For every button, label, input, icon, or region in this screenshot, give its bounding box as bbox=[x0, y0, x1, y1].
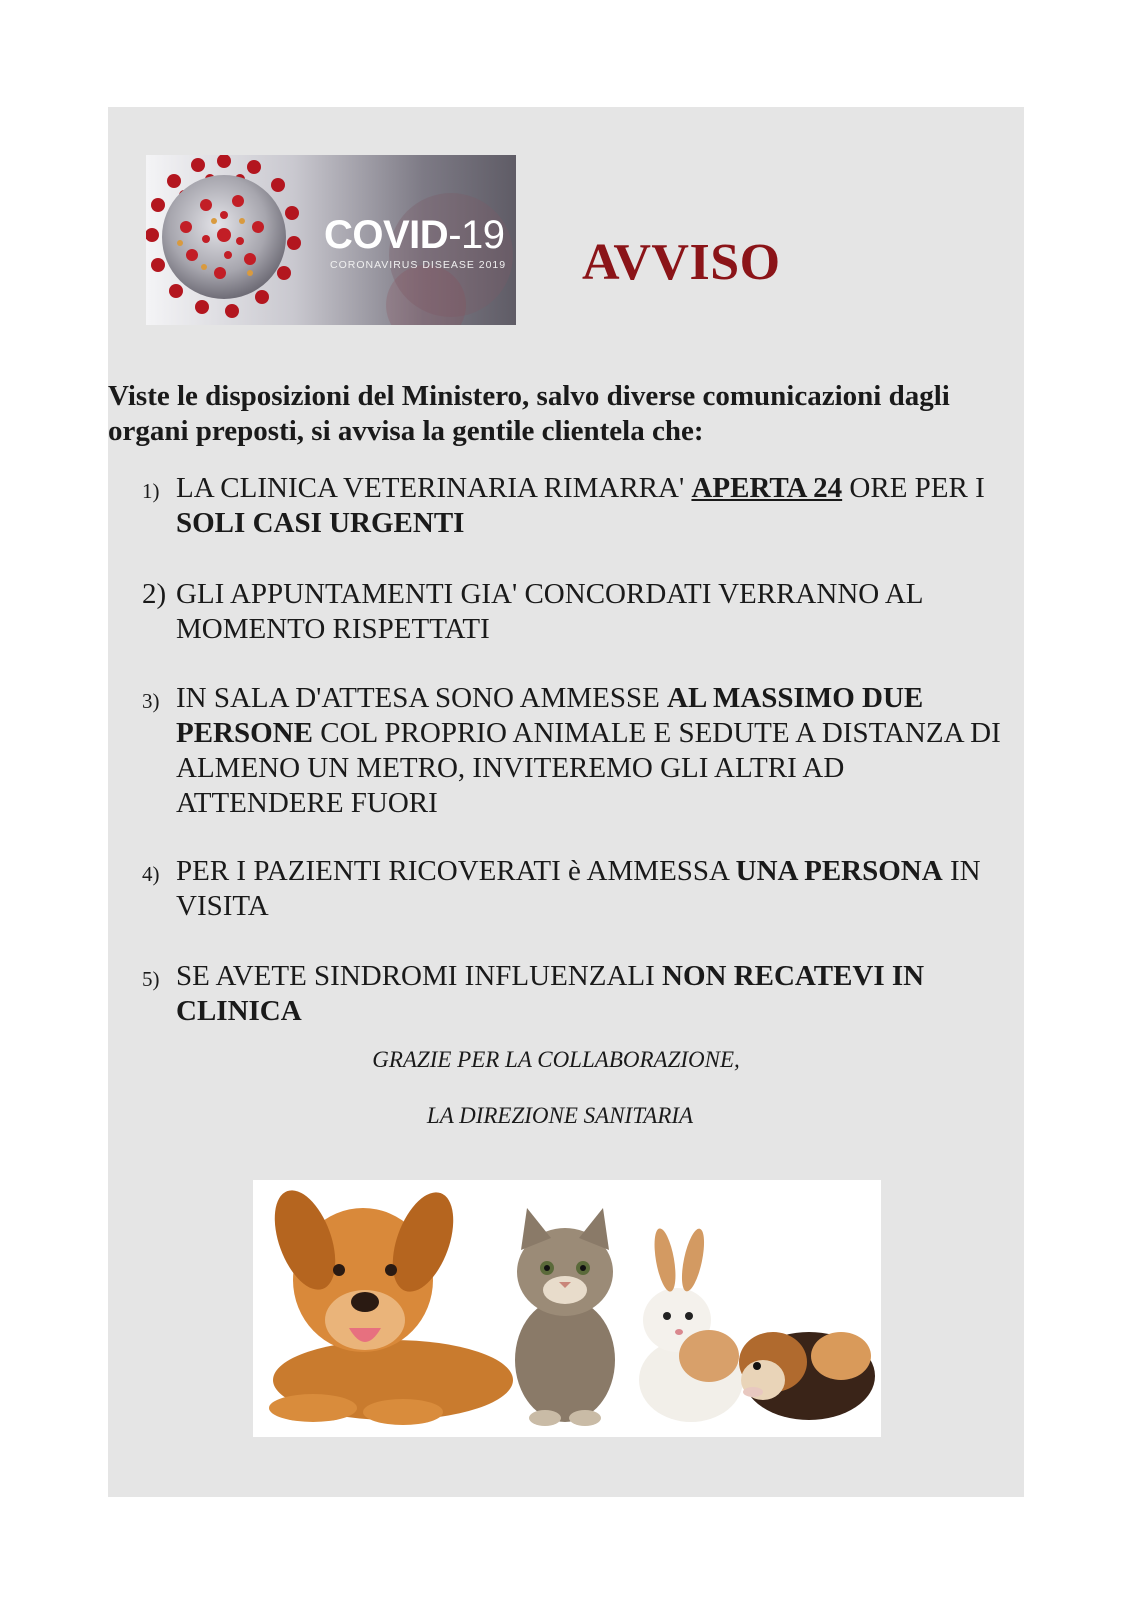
list-text: PER I PAZIENTI RICOVERATI è AMMESSA UNA PERSONA IN VISITA bbox=[176, 855, 981, 922]
notice-heading: AVVISO bbox=[582, 234, 781, 291]
list-number: 1) bbox=[142, 479, 160, 503]
list-text: GLI APPUNTAMENTI GIA' CONCORDATI VERRANNO AL MOMENTO RISPETTATI bbox=[176, 578, 923, 645]
thanks-line: GRAZIE PER LA COLLABORAZIONE, bbox=[372, 1047, 740, 1072]
list-item bbox=[142, 577, 1012, 647]
list-text: IN SALA D'ATTESA SONO AMMESSE AL MASSIMO DUE PERSONE COL PROPRIO ANIMALE E SEDUTE A DISTANZA DI ALMENO UN METRO, INVITEREMO GLI ALTRI AD ATTENDERE FUORI bbox=[176, 682, 1001, 819]
dog-icon bbox=[263, 1182, 513, 1425]
list-item bbox=[142, 959, 1012, 1029]
list-number: 3) bbox=[142, 689, 160, 713]
cat-icon bbox=[515, 1208, 615, 1426]
covid-19-label: COVID-19 bbox=[324, 213, 505, 257]
pets-image bbox=[253, 1180, 881, 1437]
list-item bbox=[142, 681, 1012, 821]
guinea-pig-icon bbox=[739, 1332, 875, 1420]
list-item bbox=[142, 854, 1012, 924]
list-item bbox=[142, 471, 1012, 541]
list-text: SE AVETE SINDROMI INFLUENZALI NON RECATEVI IN CLINICA bbox=[176, 960, 925, 1027]
list-number: 4) bbox=[142, 862, 160, 886]
list-text: LA CLINICA VETERINARIA RIMARRA' APERTA 24 ORE PER I SOLI CASI URGENTI bbox=[176, 472, 985, 539]
list-number: 2) bbox=[142, 578, 167, 610]
rabbit-icon bbox=[639, 1227, 743, 1422]
intro-paragraph: Viste le disposizioni del Ministero, salvo diverse comunicazioni dagli organi preposti, si avvisa la gentile clientela che: bbox=[108, 380, 950, 447]
list-number: 5) bbox=[142, 967, 160, 991]
notice-sheet bbox=[108, 107, 1024, 1497]
pets-illustration bbox=[253, 1180, 881, 1437]
signature-line: LA DIREZIONE SANITARIA bbox=[426, 1103, 694, 1128]
covid-banner-image bbox=[146, 155, 516, 325]
coronavirus-disease-label: CORONAVIRUS DISEASE 2019 bbox=[330, 259, 507, 271]
